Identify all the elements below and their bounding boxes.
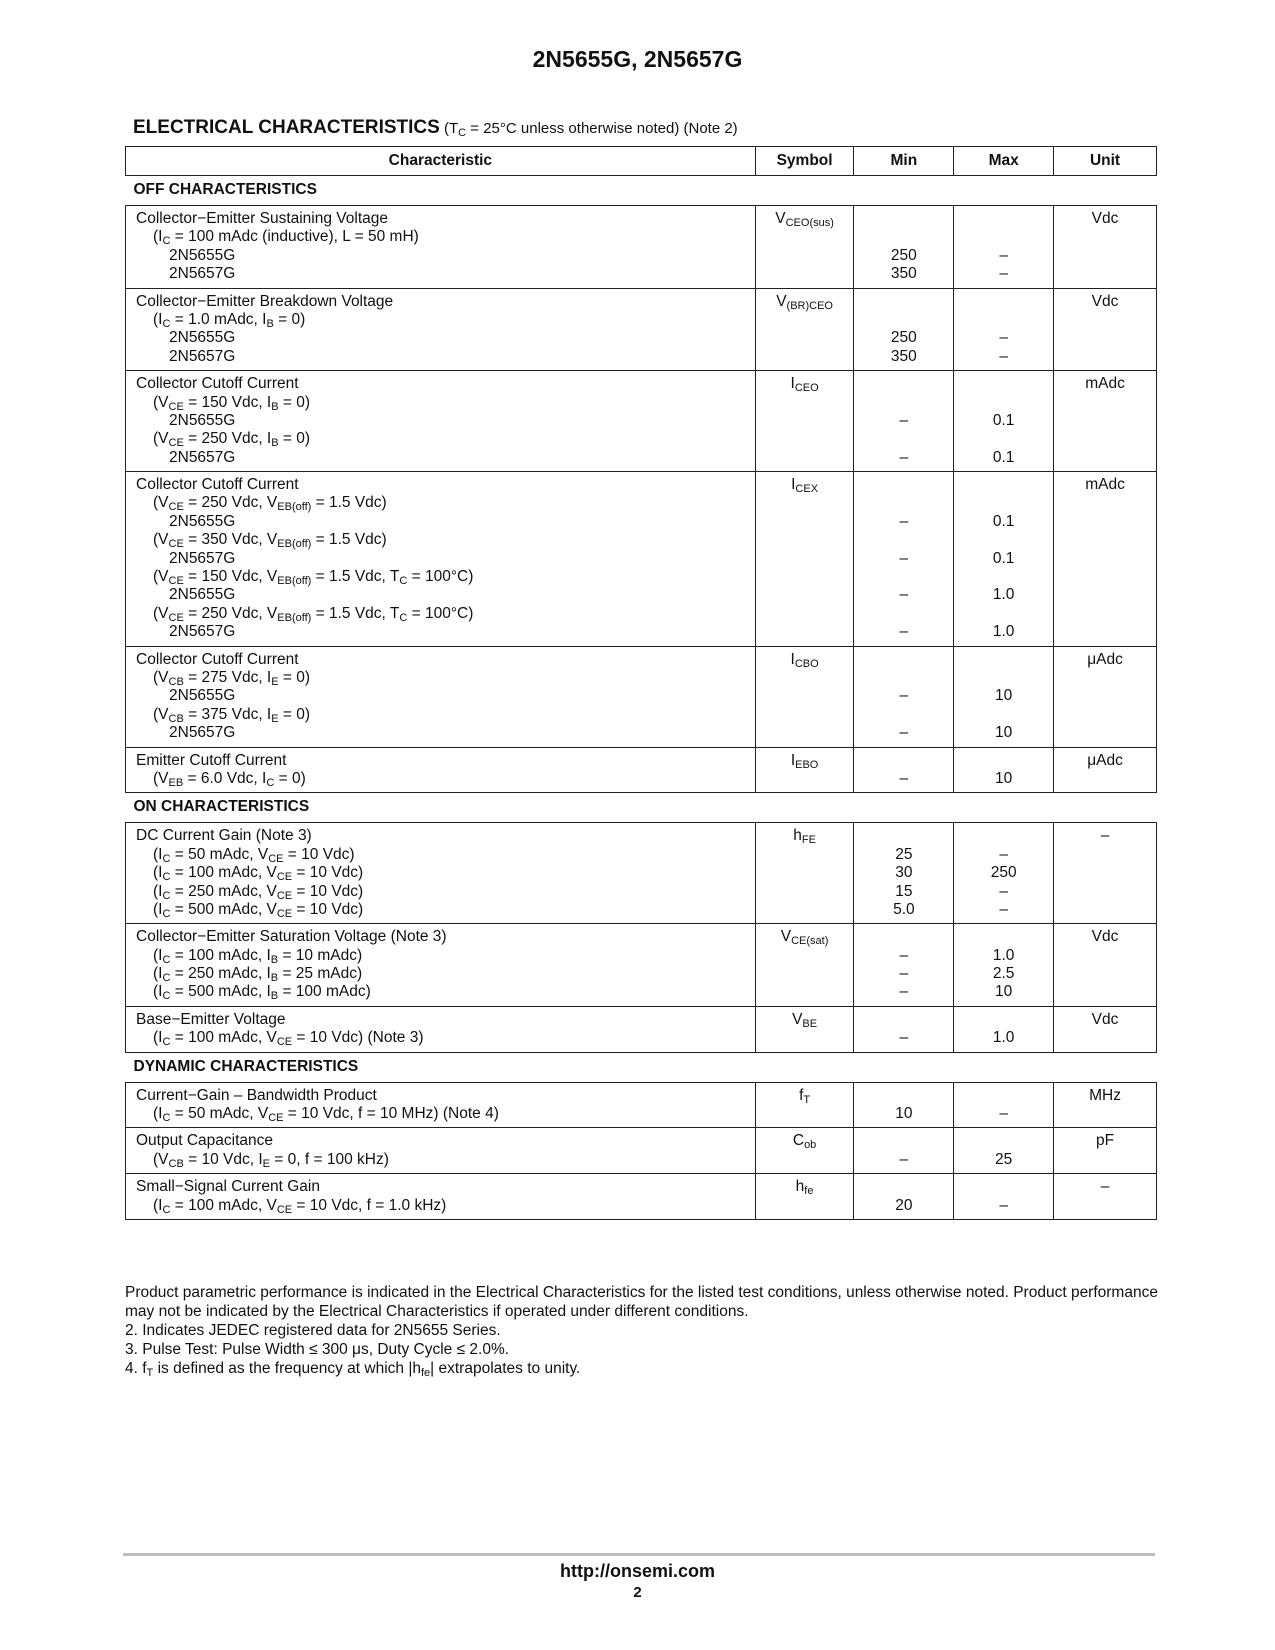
min-cell bbox=[854, 288, 954, 371]
header-characteristic: Characteristic bbox=[126, 147, 756, 176]
max-value: – bbox=[999, 1105, 1008, 1123]
table-row bbox=[126, 1082, 1157, 1128]
symbol-cell bbox=[755, 371, 854, 472]
footnote-4: 4. $f_T$ is defined as the frequency at which $|h_{fe}|$ extrapolates to unity. bbox=[125, 1360, 581, 1379]
unit-cell bbox=[1054, 472, 1157, 647]
unit-cell bbox=[1054, 206, 1157, 289]
footnote-intro: Product parametric performance is indicated in the Electrical Characteristics for the listed test conditions, unless otherwise noted. Product performance may not be indicated by the Electrical Characteristics if operated under different conditions. bbox=[125, 1284, 1158, 1320]
max-value bbox=[954, 669, 1053, 687]
min-value bbox=[854, 531, 953, 549]
max-spacer bbox=[954, 293, 1053, 311]
max-value bbox=[954, 430, 1053, 448]
symbol: $I_{CEO}$ bbox=[790, 375, 819, 395]
min-value bbox=[854, 311, 953, 329]
min-spacer bbox=[854, 928, 953, 946]
min-spacer bbox=[854, 752, 953, 770]
min-value: – bbox=[899, 411, 909, 429]
min-value: – bbox=[899, 549, 909, 567]
min-value: 10 bbox=[895, 1105, 913, 1123]
characteristic-cell bbox=[126, 924, 756, 1007]
unit-value: mAdc bbox=[1085, 476, 1125, 494]
symbol: $h_{FE}$ bbox=[793, 827, 816, 847]
max-spacer bbox=[954, 210, 1053, 228]
unit-value: Vdc bbox=[1091, 210, 1119, 227]
min-value: – bbox=[899, 946, 909, 964]
unit-cell bbox=[1054, 1128, 1157, 1174]
max-value: – bbox=[999, 265, 1008, 283]
section-row-dynamic bbox=[126, 1052, 1157, 1082]
max-value: 0.1 bbox=[992, 549, 1015, 567]
max-spacer bbox=[954, 1087, 1053, 1105]
table-row bbox=[126, 646, 1157, 747]
symbol-cell bbox=[755, 646, 854, 747]
table-row bbox=[126, 206, 1157, 289]
max-cell bbox=[954, 206, 1054, 289]
max-value: 0.1 bbox=[992, 512, 1015, 530]
max-value: – bbox=[999, 845, 1008, 863]
unit-cell bbox=[1054, 371, 1157, 472]
max-spacer bbox=[954, 651, 1053, 669]
symbol-cell bbox=[755, 823, 854, 924]
min-value: – bbox=[899, 623, 909, 641]
min-cell bbox=[854, 1082, 954, 1128]
test-condition-line: ($I_C = 500$ mAdc, $V_{CE} = 10$ Vdc) bbox=[153, 900, 364, 920]
max-value: 1.0 bbox=[992, 586, 1015, 604]
test-condition-line: ($I_C = 100$ mAdc (inductive), L = 50 mH) bbox=[153, 228, 419, 248]
characteristic-cell bbox=[126, 472, 756, 647]
symbol: $V_{CE(sat)}$ bbox=[780, 928, 829, 948]
test-condition-line: 2N5655G bbox=[169, 411, 236, 429]
table-header-row bbox=[126, 147, 1157, 176]
symbol: $h_{fe}$ bbox=[795, 1178, 814, 1198]
test-condition-line: 2N5655G bbox=[169, 246, 236, 264]
unit-value: – bbox=[1100, 1178, 1110, 1196]
min-value bbox=[854, 669, 953, 687]
min-cell bbox=[854, 1006, 954, 1052]
max-value: 250 bbox=[990, 864, 1017, 882]
characteristic-cell bbox=[126, 747, 756, 793]
min-value: – bbox=[899, 1150, 909, 1168]
page-title: 2N5655G, 2N5657G bbox=[532, 46, 743, 72]
test-condition-line: 2N5657G bbox=[169, 724, 236, 742]
max-value: – bbox=[999, 347, 1008, 365]
max-value: 0.1 bbox=[992, 411, 1015, 429]
characteristic-cell bbox=[126, 288, 756, 371]
min-value bbox=[854, 394, 953, 412]
test-condition-line: ($V_{EB} = 6.0$ Vdc, $I_C = 0$) bbox=[153, 769, 306, 789]
min-value bbox=[854, 568, 953, 586]
unit-value: MHz bbox=[1089, 1086, 1121, 1104]
max-value bbox=[954, 228, 1053, 246]
section-heading-condition: ($T_C = 25^\circ C$ unless otherwise noted) (Note 2) bbox=[444, 120, 738, 139]
unit-value: Vdc bbox=[1091, 1010, 1119, 1028]
unit-value: μAdc bbox=[1087, 650, 1123, 668]
min-spacer bbox=[854, 1011, 953, 1029]
table-row bbox=[126, 288, 1157, 371]
max-value bbox=[954, 311, 1053, 329]
test-condition-line: ($V_{CE} = 250$ Vdc, $I_B = 0$) bbox=[153, 430, 311, 450]
min-value: 250 bbox=[890, 329, 917, 347]
max-value bbox=[954, 494, 1053, 512]
min-spacer bbox=[854, 1132, 953, 1150]
unit-value: Vdc bbox=[1091, 292, 1119, 310]
table-row bbox=[126, 924, 1157, 1007]
symbol-cell bbox=[755, 206, 854, 289]
characteristic-title: Collector Cutoff Current bbox=[136, 375, 299, 393]
max-value: 0.1 bbox=[992, 448, 1015, 466]
test-condition-line: ($I_C = 100$ mAdc, $V_{CE} = 10$ Vdc, f = 1.0 kHz) bbox=[153, 1196, 447, 1216]
unit-cell bbox=[1054, 646, 1157, 747]
characteristic-title: Emitter Cutoff Current bbox=[136, 751, 287, 769]
section-title-dynamic: DYNAMIC CHARACTERISTICS bbox=[126, 1052, 1157, 1082]
symbol-cell bbox=[755, 1006, 854, 1052]
min-cell bbox=[854, 472, 954, 647]
max-cell bbox=[954, 924, 1054, 1007]
characteristic-title: Current−Gain – Bandwidth Product bbox=[136, 1086, 377, 1104]
max-value bbox=[954, 394, 1053, 412]
min-value bbox=[854, 494, 953, 512]
symbol: $V_{(BR)CEO}$ bbox=[776, 292, 833, 312]
unit-cell bbox=[1054, 1006, 1157, 1052]
test-condition-line: ($I_C = 50$ mAdc, $V_{CE} = 10$ Vdc, f = 10 MHz) (Note 4) bbox=[153, 1105, 499, 1125]
min-value bbox=[854, 605, 953, 623]
unit-cell bbox=[1054, 747, 1157, 793]
max-value: – bbox=[999, 882, 1008, 900]
test-condition-line: ($V_{CB} = 10$ Vdc, $I_E = 0$, f = 100 kHz) bbox=[153, 1150, 389, 1170]
footer-divider bbox=[123, 1553, 1155, 1556]
min-value: 15 bbox=[895, 882, 913, 900]
characteristic-cell bbox=[126, 206, 756, 289]
max-cell bbox=[954, 1006, 1054, 1052]
max-cell bbox=[954, 1082, 1054, 1128]
electrical-characteristics-table bbox=[125, 146, 1157, 1220]
unit-cell bbox=[1054, 1174, 1157, 1220]
test-condition-line: ($V_{CB} = 275$ Vdc, $I_E = 0$) bbox=[153, 668, 311, 688]
section-title-on: ON CHARACTERISTICS bbox=[126, 793, 1157, 823]
min-value: 350 bbox=[890, 265, 917, 283]
section-title-off: OFF CHARACTERISTICS bbox=[126, 176, 1157, 206]
min-cell bbox=[854, 1128, 954, 1174]
test-condition-line: 2N5655G bbox=[169, 329, 236, 347]
table-row bbox=[126, 823, 1157, 924]
min-spacer bbox=[854, 1178, 953, 1196]
test-condition-line: ($I_C = 250$ mAdc, $I_B = 25$ mAdc) bbox=[153, 965, 363, 985]
min-spacer bbox=[854, 1087, 953, 1105]
header-symbol: Symbol bbox=[755, 147, 854, 176]
characteristic-cell bbox=[126, 1174, 756, 1220]
min-value: 350 bbox=[890, 347, 917, 365]
max-value bbox=[954, 605, 1053, 623]
test-condition-line: ($V_{CE} = 350$ Vdc, $V_{EB(off)} = 1.5$ Vdc) bbox=[153, 531, 387, 551]
max-value: 1.0 bbox=[992, 946, 1015, 964]
min-spacer bbox=[854, 476, 953, 494]
unit-value: Vdc bbox=[1091, 928, 1119, 946]
symbol: $I_{CEX}$ bbox=[791, 476, 819, 496]
symbol-cell bbox=[755, 924, 854, 1007]
header-max: Max bbox=[954, 147, 1054, 176]
min-value: – bbox=[899, 1029, 909, 1047]
symbol-cell bbox=[755, 1082, 854, 1128]
max-value: – bbox=[999, 1196, 1008, 1214]
max-value: 1.0 bbox=[992, 623, 1015, 641]
characteristic-cell bbox=[126, 823, 756, 924]
min-cell bbox=[854, 371, 954, 472]
characteristic-cell bbox=[126, 646, 756, 747]
min-value bbox=[854, 430, 953, 448]
test-condition-line: ($I_C = 500$ mAdc, $I_B = 100$ mAdc) bbox=[153, 983, 371, 1003]
min-value: – bbox=[899, 965, 909, 983]
min-cell bbox=[854, 823, 954, 924]
characteristic-title: Collector Cutoff Current bbox=[136, 476, 299, 494]
max-value: – bbox=[999, 900, 1008, 918]
unit-value: μAdc bbox=[1087, 751, 1123, 769]
characteristic-title: DC Current Gain (Note 3) bbox=[136, 827, 312, 845]
table-row bbox=[126, 1006, 1157, 1052]
min-value: 5.0 bbox=[893, 900, 915, 918]
max-value bbox=[954, 531, 1053, 549]
test-condition-line: ($V_{CE} = 250$ Vdc, $V_{EB(off)} = 1.5$ Vdc, $T_C = 100^\circ C$) bbox=[153, 604, 474, 624]
unit-cell bbox=[1054, 823, 1157, 924]
min-spacer bbox=[854, 827, 953, 845]
characteristic-title: Collector−Emitter Sustaining Voltage bbox=[136, 210, 389, 227]
max-spacer bbox=[954, 1178, 1053, 1196]
unit-cell bbox=[1054, 288, 1157, 371]
max-spacer bbox=[954, 375, 1053, 393]
max-cell bbox=[954, 747, 1054, 793]
test-condition-line: 2N5655G bbox=[169, 687, 236, 705]
min-cell bbox=[854, 646, 954, 747]
test-condition-line: 2N5657G bbox=[169, 549, 236, 567]
max-spacer bbox=[954, 476, 1053, 494]
max-spacer bbox=[954, 827, 1053, 845]
min-value: 250 bbox=[890, 246, 917, 264]
test-condition-line: ($I_C = 1.0$ mAdc, $I_B = 0$) bbox=[153, 310, 306, 330]
table-row bbox=[126, 371, 1157, 472]
test-condition-line: ($V_{CE} = 250$ Vdc, $V_{EB(off)} = 1.5$ Vdc) bbox=[153, 494, 387, 514]
unit-value: – bbox=[1100, 827, 1110, 845]
symbol: $f_T$ bbox=[799, 1086, 811, 1106]
symbol-cell bbox=[755, 1174, 854, 1220]
characteristic-title: Small−Signal Current Gain bbox=[136, 1178, 320, 1196]
min-value: – bbox=[899, 687, 909, 705]
max-value: 2.5 bbox=[992, 965, 1015, 983]
test-condition-line: 2N5657G bbox=[169, 623, 236, 641]
section-row-off bbox=[126, 176, 1157, 206]
test-condition-line: ($I_C = 100$ mAdc, $I_B = 10$ mAdc) bbox=[153, 946, 363, 966]
min-value: – bbox=[899, 586, 909, 604]
footnotes bbox=[125, 1283, 1160, 1378]
test-condition-line: 2N5657G bbox=[169, 448, 236, 466]
test-condition-line: ($I_C = 100$ mAdc, $V_{CE} = 10$ Vdc) bbox=[153, 864, 364, 884]
symbol: $V_{BE}$ bbox=[792, 1010, 818, 1030]
min-value: 25 bbox=[895, 845, 913, 863]
max-cell bbox=[954, 472, 1054, 647]
header-unit: Unit bbox=[1054, 147, 1157, 176]
header-min: Min bbox=[854, 147, 954, 176]
characteristic-title: Output Capacitance bbox=[136, 1132, 274, 1150]
test-condition-line: ($V_{CB} = 375$ Vdc, $I_E = 0$) bbox=[153, 705, 311, 725]
symbol: $I_{CBO}$ bbox=[790, 650, 819, 670]
symbol-cell bbox=[755, 472, 854, 647]
min-value bbox=[854, 228, 953, 246]
characteristic-cell bbox=[126, 1128, 756, 1174]
electrical-characteristics-sheet bbox=[125, 146, 1157, 1220]
max-cell bbox=[954, 646, 1054, 747]
symbol-cell bbox=[755, 1128, 854, 1174]
min-value: – bbox=[899, 448, 909, 466]
min-cell bbox=[854, 924, 954, 1007]
max-value: – bbox=[999, 246, 1008, 264]
footnote-3: 3. Pulse Test: Pulse Width ≤ 300 μs, Duty Cycle ≤ 2.0%. bbox=[125, 1341, 510, 1358]
max-spacer bbox=[954, 1011, 1053, 1029]
min-value: 20 bbox=[895, 1196, 913, 1214]
min-spacer bbox=[854, 375, 953, 393]
max-cell bbox=[954, 1174, 1054, 1220]
max-value bbox=[954, 568, 1053, 586]
symbol-cell bbox=[755, 288, 854, 371]
test-condition-line: 2N5655G bbox=[169, 586, 236, 604]
test-condition-line: 2N5657G bbox=[169, 347, 236, 365]
min-spacer bbox=[854, 210, 953, 228]
max-cell bbox=[954, 823, 1054, 924]
section-heading-main: ELECTRICAL CHARACTERISTICS bbox=[133, 117, 440, 138]
symbol: $I_{EBO}$ bbox=[790, 751, 819, 771]
test-condition-line: ($I_C = 50$ mAdc, $V_{CE} = 10$ Vdc) bbox=[153, 845, 355, 865]
max-spacer bbox=[954, 928, 1053, 946]
max-value: – bbox=[999, 329, 1008, 347]
min-value: – bbox=[899, 724, 909, 742]
max-cell bbox=[954, 1128, 1054, 1174]
characteristic-cell bbox=[126, 1006, 756, 1052]
max-value: 10 bbox=[995, 769, 1013, 787]
page-number: 2 bbox=[633, 1584, 642, 1601]
characteristic-title: Base−Emitter Voltage bbox=[136, 1010, 286, 1028]
table-row bbox=[126, 1174, 1157, 1220]
max-value: 10 bbox=[995, 687, 1013, 705]
min-value: 30 bbox=[895, 864, 913, 882]
test-condition-line: 2N5657G bbox=[169, 265, 236, 283]
test-condition-line: ($V_{CE} = 150$ Vdc, $I_B = 0$) bbox=[153, 393, 311, 413]
min-value: – bbox=[899, 983, 909, 1001]
symbol-cell bbox=[755, 747, 854, 793]
table-row bbox=[126, 1128, 1157, 1174]
section-row-on bbox=[126, 793, 1157, 823]
footnote-2: 2. Indicates JEDEC registered data for 2N5655 Series. bbox=[125, 1322, 501, 1339]
characteristic-title: Collector−Emitter Breakdown Voltage bbox=[136, 292, 394, 310]
characteristic-cell bbox=[126, 1082, 756, 1128]
test-condition-line: 2N5655G bbox=[169, 512, 236, 530]
min-value: – bbox=[899, 512, 909, 530]
max-value: 10 bbox=[995, 983, 1013, 1001]
symbol: $V_{CEO(sus)}$ bbox=[775, 210, 834, 229]
max-value: 1.0 bbox=[992, 1029, 1015, 1047]
symbol: $C_{ob}$ bbox=[792, 1132, 817, 1152]
unit-cell bbox=[1054, 924, 1157, 1007]
min-spacer bbox=[854, 293, 953, 311]
max-value: 10 bbox=[995, 724, 1013, 742]
footer-url-link[interactable]: http://onsemi.com bbox=[559, 1561, 715, 1581]
max-spacer bbox=[954, 1132, 1053, 1150]
min-cell bbox=[854, 206, 954, 289]
min-cell bbox=[854, 1174, 954, 1220]
max-spacer bbox=[954, 752, 1053, 770]
table-row bbox=[126, 747, 1157, 793]
test-condition-line: ($V_{CE} = 150$ Vdc, $V_{EB(off)} = 1.5$ Vdc, $T_C = 100^\circ C$) bbox=[153, 568, 474, 588]
min-spacer bbox=[854, 651, 953, 669]
unit-value: mAdc bbox=[1085, 375, 1125, 393]
test-condition-line: ($I_C = 250$ mAdc, $V_{CE} = 10$ Vdc) bbox=[153, 882, 364, 902]
min-cell bbox=[854, 747, 954, 793]
characteristic-cell bbox=[126, 371, 756, 472]
characteristic-title: Collector Cutoff Current bbox=[136, 650, 299, 668]
max-value bbox=[954, 706, 1053, 724]
test-condition-line: ($I_C = 100$ mAdc, $V_{CE} = 10$ Vdc) (Note 3) bbox=[153, 1029, 424, 1049]
max-value: 25 bbox=[995, 1150, 1013, 1168]
unit-cell bbox=[1054, 1082, 1157, 1128]
min-value: – bbox=[899, 769, 909, 787]
max-cell bbox=[954, 371, 1054, 472]
table-row bbox=[126, 472, 1157, 647]
characteristic-title: Collector−Emitter Saturation Voltage (Note 3) bbox=[136, 928, 447, 946]
section-heading bbox=[133, 117, 738, 139]
unit-value: pF bbox=[1095, 1132, 1115, 1150]
max-cell bbox=[954, 288, 1054, 371]
min-value bbox=[854, 706, 953, 724]
